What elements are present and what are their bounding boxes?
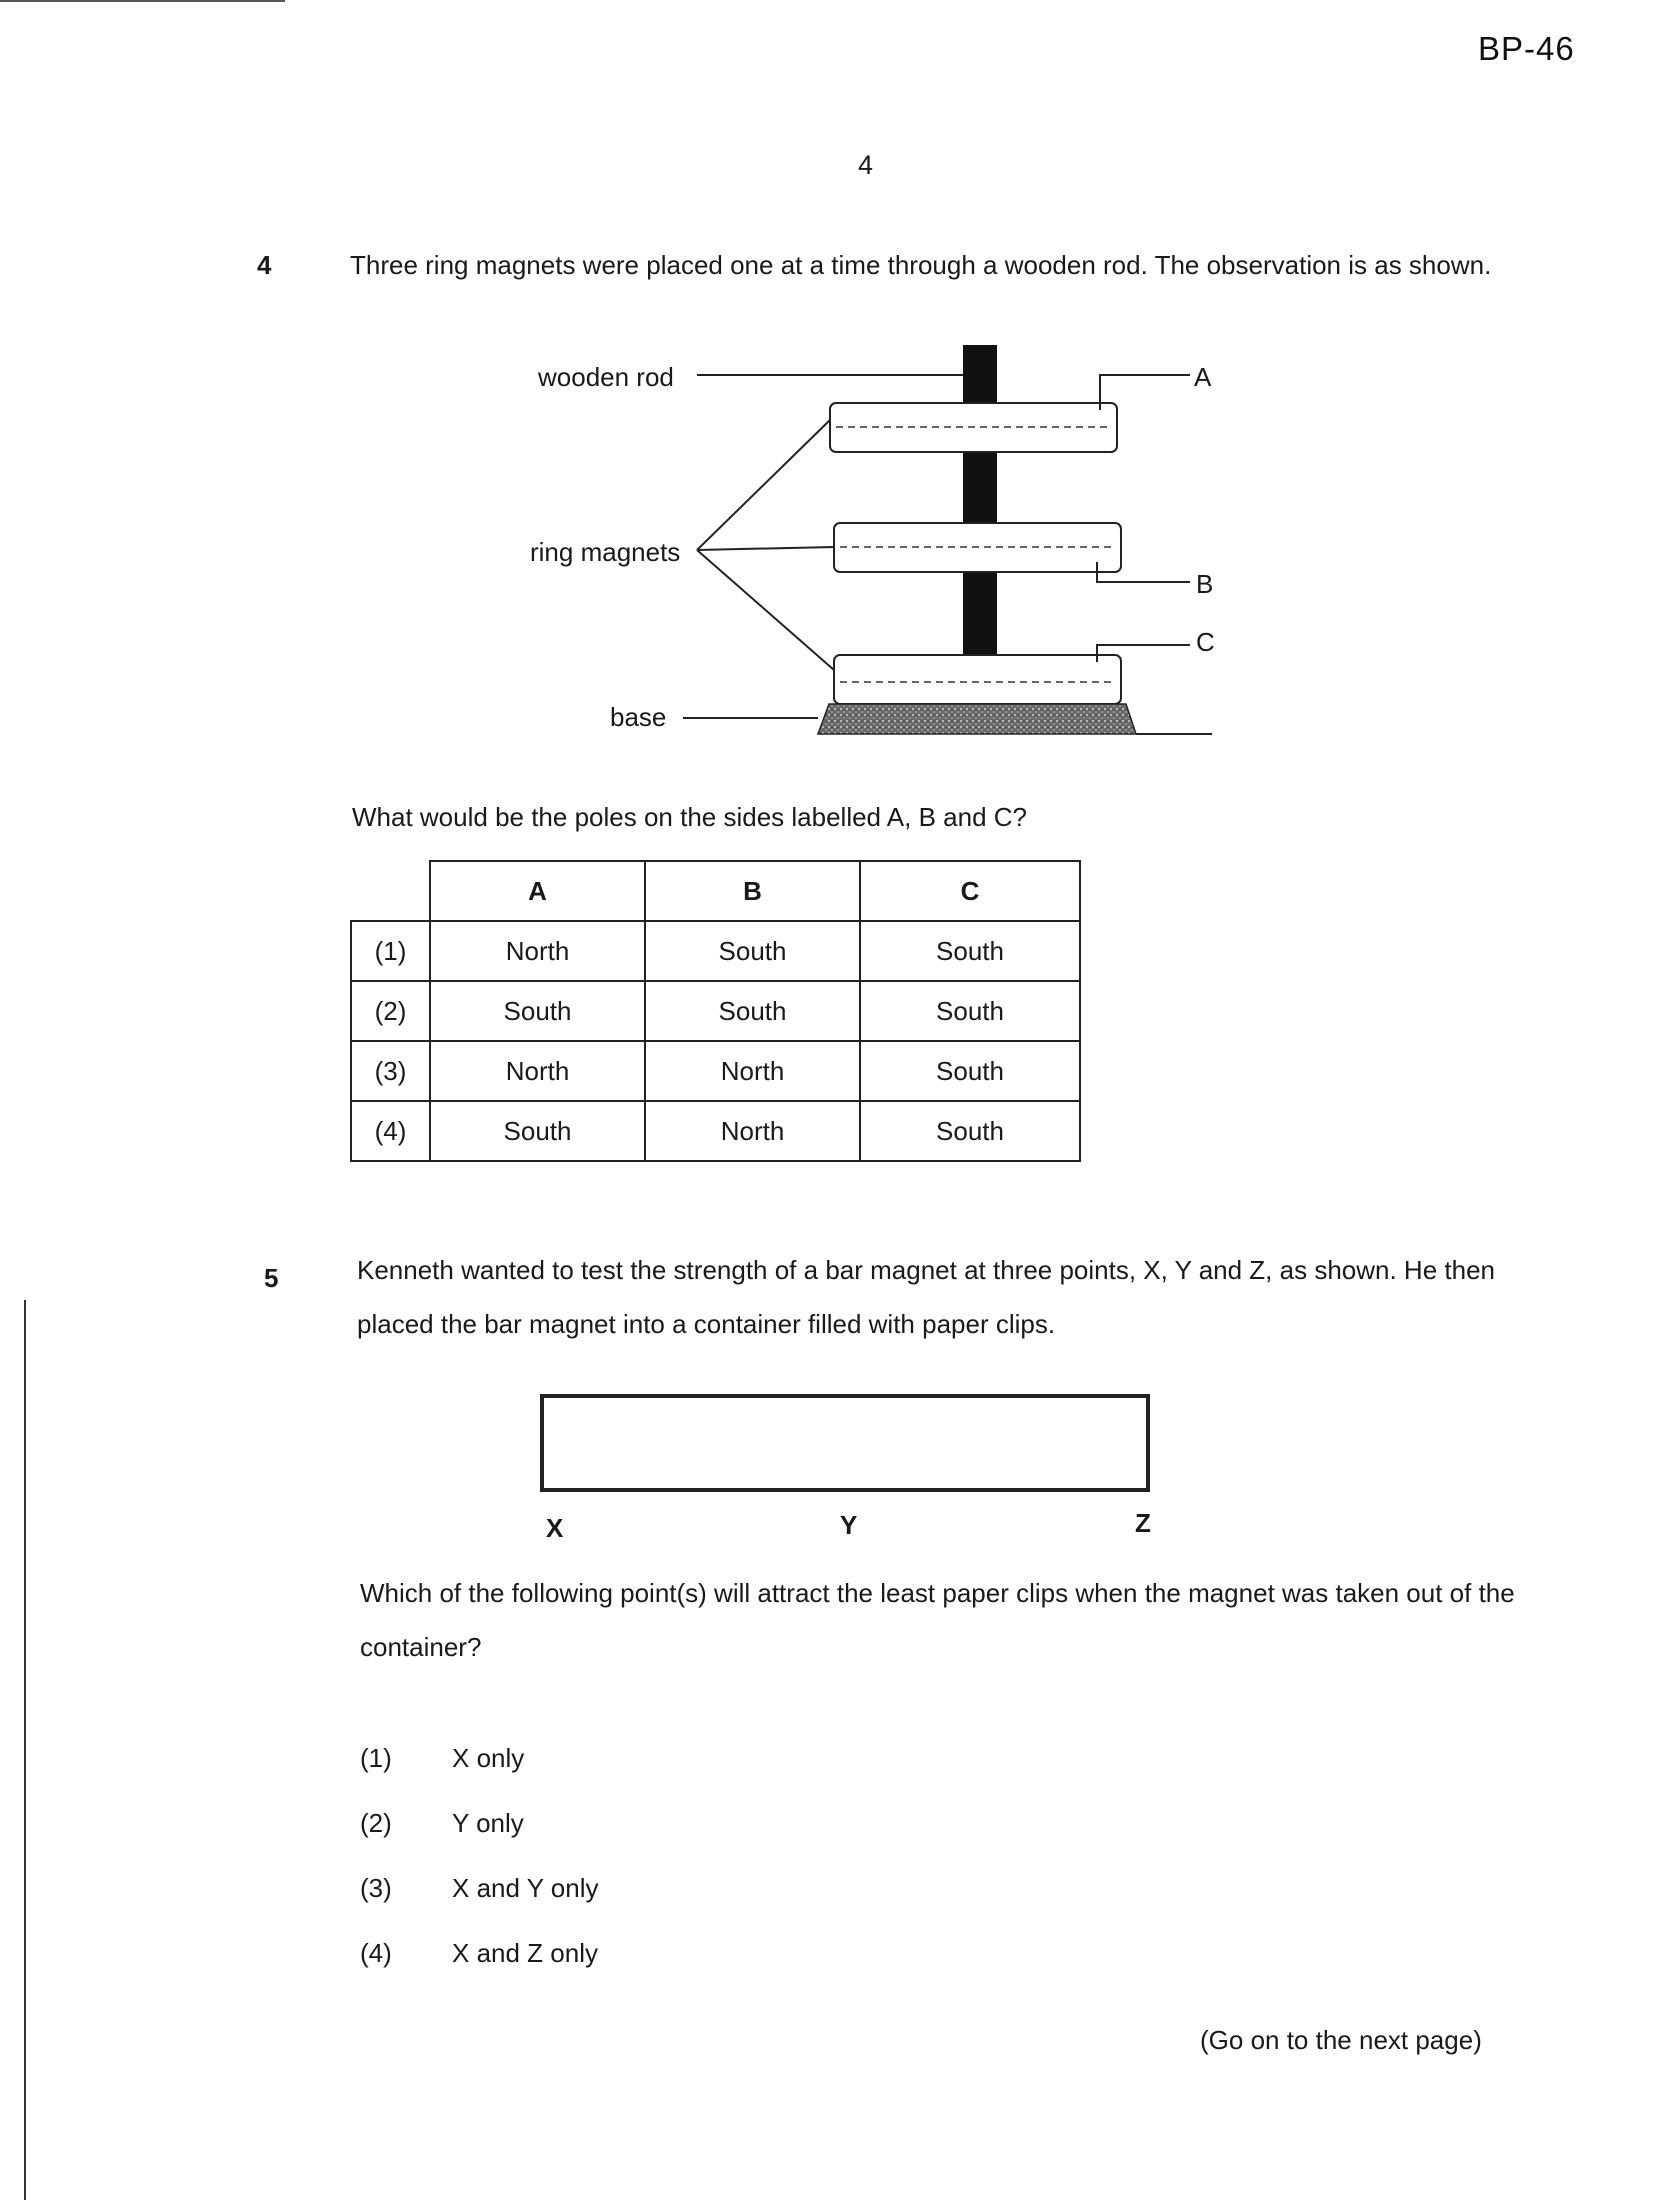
option-number: (4): [351, 1101, 430, 1161]
table-row: [351, 1101, 1080, 1161]
option-text: X and Z only: [452, 1938, 598, 1968]
bar-magnet: [540, 1394, 1150, 1492]
table-header: C: [860, 861, 1080, 921]
table-row: [351, 1041, 1080, 1101]
option-number: (4): [360, 1938, 392, 1968]
point-x-label: X: [546, 1513, 564, 1543]
option-text: X only: [452, 1743, 525, 1773]
label-side-c: C: [1196, 627, 1215, 657]
table-cell: North: [430, 1041, 645, 1101]
label-side-b: B: [1196, 569, 1214, 599]
ring-magnet-diagram: [0, 330, 1654, 750]
table-cell: South: [645, 921, 860, 981]
table-cell: South: [860, 1101, 1080, 1161]
next-page-note: (Go on to the next page): [1200, 2025, 1482, 2055]
wooden-rod: [963, 345, 997, 675]
table-cell: South: [860, 1041, 1080, 1101]
page-number: 4: [858, 150, 874, 180]
option-number: (2): [351, 981, 430, 1041]
base: [818, 704, 1136, 734]
label-base: base: [610, 702, 667, 732]
scan-edge-line: [0, 0, 285, 2]
table-cell: South: [860, 921, 1080, 981]
option-text: X and Y only: [452, 1873, 599, 1903]
question-4-prompt: What would be the poles on the sides labelled A, B and C?: [352, 802, 1027, 832]
table-cell: South: [430, 981, 645, 1041]
label-ring-magnets: ring magnets: [530, 537, 681, 567]
table-cell: North: [645, 1101, 860, 1161]
option-number: (2): [360, 1808, 392, 1838]
table-cell: South: [860, 981, 1080, 1041]
table-header: B: [645, 861, 860, 921]
label-wooden-rod: wooden rod: [538, 362, 674, 392]
poles-table: [350, 860, 1081, 1162]
question-5-text: Kenneth wanted to test the strength of a bar magnet at three points, X, Y and Z, as shown. He then placed the bar magnet into a container filled with paper clips.: [357, 1255, 1495, 1339]
table-cell: South: [430, 1101, 645, 1161]
question-4-number: 4: [257, 250, 272, 280]
option-number: (1): [360, 1743, 392, 1773]
option-number: (3): [360, 1873, 392, 1903]
option-number: (1): [351, 921, 430, 981]
table-row: [351, 981, 1080, 1041]
question-5-prompt: Which of the following point(s) will attract the least paper clips when the magnet was taken out of the container?: [360, 1578, 1515, 1662]
option-text: Y only: [452, 1808, 524, 1838]
table-header: A: [430, 861, 645, 921]
label-side-a: A: [1194, 362, 1212, 392]
point-y-label: Y: [840, 1510, 858, 1540]
table-corner: [351, 861, 430, 921]
table-cell: North: [645, 1041, 860, 1101]
table-row: [351, 921, 1080, 981]
option-number: (3): [351, 1041, 430, 1101]
question-5-number: 5: [264, 1263, 279, 1293]
table-cell: North: [430, 921, 645, 981]
paper-code: BP-46: [1478, 30, 1575, 67]
point-z-label: Z: [1135, 1508, 1151, 1538]
ring-magnet-bottom: [834, 655, 1121, 704]
question-4-text: Three ring magnets were placed one at a time through a wooden rod. The observation is as shown.: [350, 250, 1492, 280]
table-cell: South: [645, 981, 860, 1041]
table-header-row: [351, 861, 1080, 921]
scan-margin-line: [24, 1300, 26, 2200]
